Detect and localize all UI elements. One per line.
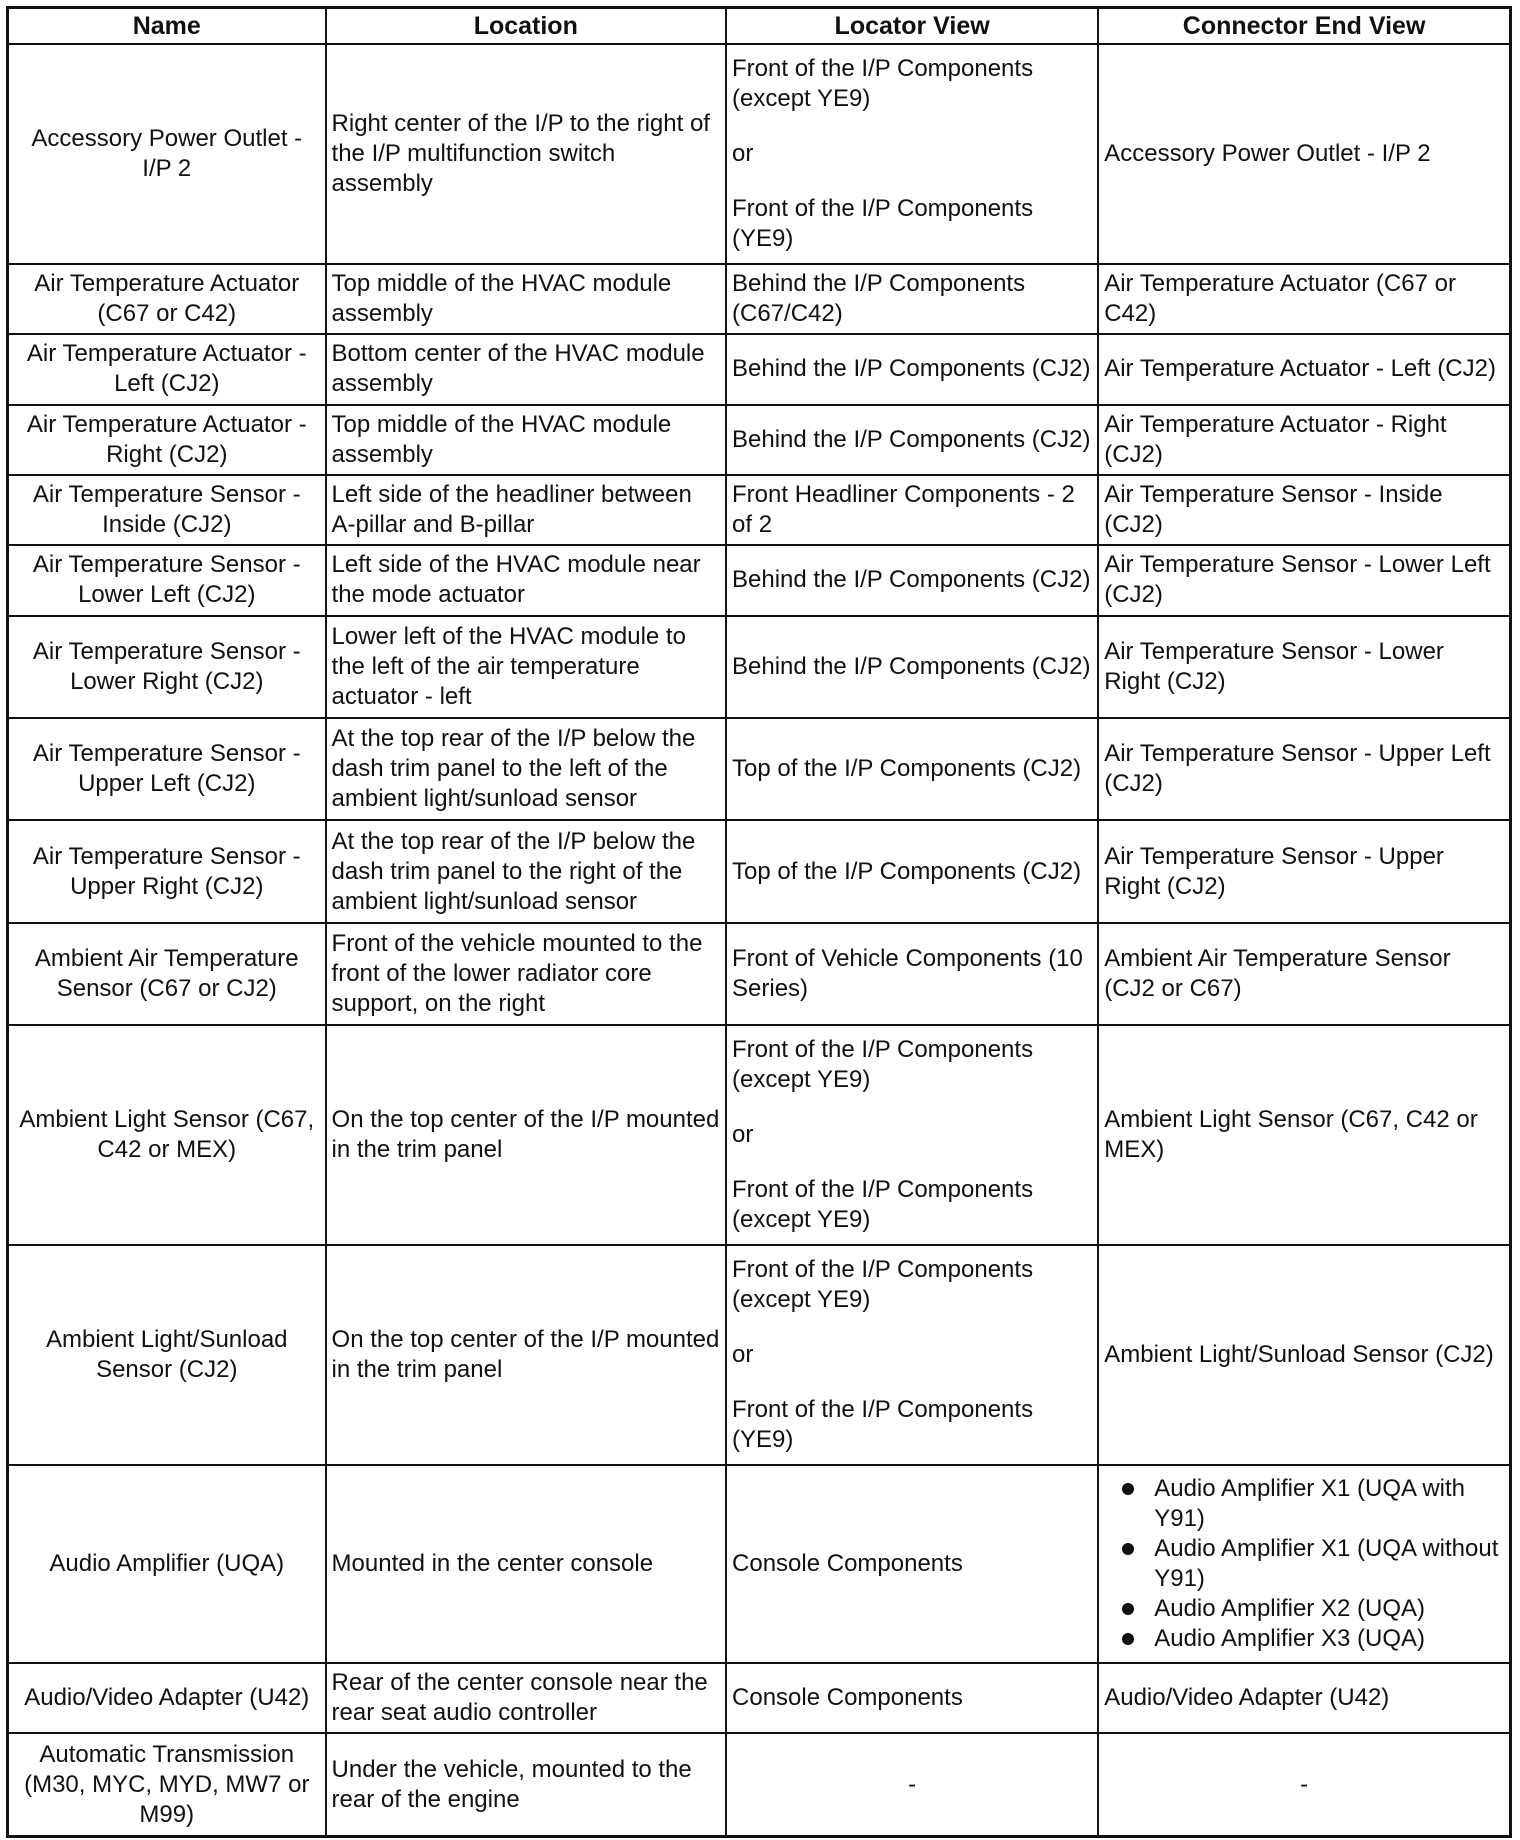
component-name: Ambient Light/Sunload Sensor (CJ2) [8,1245,326,1465]
locator-view-link[interactable]: Front of the I/P Components (YE9) [732,194,1034,252]
component-location: Left side of the HVAC module near the mode actuator [326,545,726,615]
connector-end-view-link[interactable]: Air Temperature Actuator - Left (CJ2) [1098,334,1510,404]
locator-view-link[interactable]: Front of the I/P Components (except YE9) [732,1036,1034,1094]
table-row [8,1025,1511,1245]
component-name: Air Temperature Actuator - Right (CJ2) [8,405,326,475]
connector-end-view-link[interactable]: Audio Amplifier X1 (UQA without Y91) [1116,1534,1504,1594]
table-row [8,44,1511,264]
locator-view-link[interactable]: Front of Vehicle Components (10 Series) [726,923,1098,1025]
connector-end-view-link[interactable]: Air Temperature Actuator - Right (CJ2) [1098,405,1510,475]
component-location: Bottom center of the HVAC module assembly [326,334,726,404]
locator-view-link[interactable]: Front of the I/P Components (except YE9) [732,54,1034,112]
table-row [8,718,1511,820]
component-name: Accessory Power Outlet - I/P 2 [8,44,326,264]
connector-end-view-link[interactable]: Air Temperature Sensor - Upper Right (CJ2) [1098,820,1510,922]
table-row [8,475,1511,545]
locator-view [726,1025,1098,1245]
table-row [8,264,1511,334]
connector-end-view-link[interactable]: Air Temperature Sensor - Lower Right (CJ2) [1098,616,1510,718]
connector-end-view-empty: - [1098,1733,1510,1836]
connector-end-view-link[interactable]: Ambient Air Temperature Sensor (CJ2 or C67) [1098,923,1510,1025]
connector-end-view-link[interactable]: Air Temperature Actuator (C67 or C42) [1098,264,1510,334]
locator-view-link[interactable]: Behind the I/P Components (CJ2) [726,405,1098,475]
component-location: Right center of the I/P to the right of the I/P multifunction switch assembly [326,44,726,264]
connector-end-view-link[interactable]: Ambient Light Sensor (C67, C42 or MEX) [1098,1025,1510,1245]
connector-end-view-link[interactable]: Audio/Video Adapter (U42) [1098,1663,1510,1733]
table-row [8,820,1511,922]
locator-view-link[interactable]: Behind the I/P Components (CJ2) [726,334,1098,404]
locator-view [726,1245,1098,1465]
locator-view-empty: - [726,1733,1098,1836]
component-location: On the top center of the I/P mounted in the trim panel [326,1025,726,1245]
connector-end-view-link[interactable]: Accessory Power Outlet - I/P 2 [1098,44,1510,264]
component-name: Air Temperature Sensor - Lower Right (CJ2) [8,616,326,718]
locator-view-link[interactable]: Console Components [726,1663,1098,1733]
component-name: Air Temperature Sensor - Lower Left (CJ2) [8,545,326,615]
component-location: Left side of the headliner between A-pillar and B-pillar [326,475,726,545]
component-location: On the top center of the I/P mounted in the trim panel [326,1245,726,1465]
locator-view-or: or [732,1340,754,1368]
connector-end-view-link[interactable]: Audio Amplifier X2 (UQA) [1116,1594,1504,1624]
connector-end-view-link[interactable]: Air Temperature Sensor - Lower Left (CJ2) [1098,545,1510,615]
locator-view-or: or [732,1121,754,1149]
locator-view-link[interactable]: Behind the I/P Components (CJ2) [726,616,1098,718]
connector-end-view-link[interactable]: Air Temperature Sensor - Upper Left (CJ2) [1098,718,1510,820]
locator-view-link[interactable]: Console Components [726,1465,1098,1663]
component-name: Audio Amplifier (UQA) [8,1465,326,1663]
locator-view-link[interactable]: Front of the I/P Components (YE9) [732,1395,1034,1453]
connector-end-view-link[interactable]: Air Temperature Sensor - Inside (CJ2) [1098,475,1510,545]
component-name: Air Temperature Sensor - Upper Left (CJ2) [8,718,326,820]
locator-view-or: or [732,139,754,167]
component-name: Audio/Video Adapter (U42) [8,1663,326,1733]
component-location: Lower left of the HVAC module to the left of the air temperature actuator - left [326,616,726,718]
connector-end-view [1098,1465,1510,1663]
locator-view-link[interactable]: Front of the I/P Components (except YE9) [732,1176,1034,1234]
connector-bullet-list [1104,1474,1504,1654]
component-name: Air Temperature Actuator (C67 or C42) [8,264,326,334]
component-name: Ambient Light Sensor (C67, C42 or MEX) [8,1025,326,1245]
component-location: Rear of the center console near the rear seat audio controller [326,1663,726,1733]
component-location: Front of the vehicle mounted to the front of the lower radiator core support, on the right [326,923,726,1025]
locator-view-link[interactable]: Behind the I/P Components (CJ2) [726,545,1098,615]
locator-view [726,44,1098,264]
table-row [8,405,1511,475]
component-name: Air Temperature Sensor - Inside (CJ2) [8,475,326,545]
header-row [8,8,1511,45]
component-location: At the top rear of the I/P below the dash trim panel to the left of the ambient light/sunload sensor [326,718,726,820]
table-row [8,1245,1511,1465]
connector-end-view-link[interactable]: Ambient Light/Sunload Sensor (CJ2) [1098,1245,1510,1465]
column-header-connector-end-view: Connector End View [1098,8,1510,45]
table-row [8,1465,1511,1663]
column-header-name: Name [8,8,326,45]
column-header-location: Location [326,8,726,45]
connector-end-view-link[interactable]: Audio Amplifier X3 (UQA) [1116,1624,1504,1654]
table-row [8,1663,1511,1733]
table-row [8,545,1511,615]
table-row [8,334,1511,404]
component-location: At the top rear of the I/P below the dash trim panel to the right of the ambient light/sunload sensor [326,820,726,922]
component-name: Automatic Transmission (M30, MYC, MYD, MW7 or M99) [8,1733,326,1836]
table-row [8,616,1511,718]
locator-view-link[interactable]: Front Headliner Components - 2 of 2 [726,475,1098,545]
locator-view-link[interactable]: Top of the I/P Components (CJ2) [726,820,1098,922]
column-header-locator-view: Locator View [726,8,1098,45]
component-name: Air Temperature Sensor - Upper Right (CJ2) [8,820,326,922]
component-name: Air Temperature Actuator - Left (CJ2) [8,334,326,404]
component-location: Top middle of the HVAC module assembly [326,264,726,334]
component-name: Ambient Air Temperature Sensor (C67 or CJ2) [8,923,326,1025]
component-locator-table [6,6,1512,1838]
component-location: Top middle of the HVAC module assembly [326,405,726,475]
locator-view-link[interactable]: Front of the I/P Components (except YE9) [732,1255,1034,1313]
component-location: Under the vehicle, mounted to the rear of the engine [326,1733,726,1836]
locator-view-link[interactable]: Top of the I/P Components (CJ2) [726,718,1098,820]
connector-end-view-link[interactable]: Audio Amplifier X1 (UQA with Y91) [1116,1474,1504,1534]
locator-view-link[interactable]: Behind the I/P Components (C67/C42) [726,264,1098,334]
table-row [8,1733,1511,1836]
component-location: Mounted in the center console [326,1465,726,1663]
table-row [8,923,1511,1025]
